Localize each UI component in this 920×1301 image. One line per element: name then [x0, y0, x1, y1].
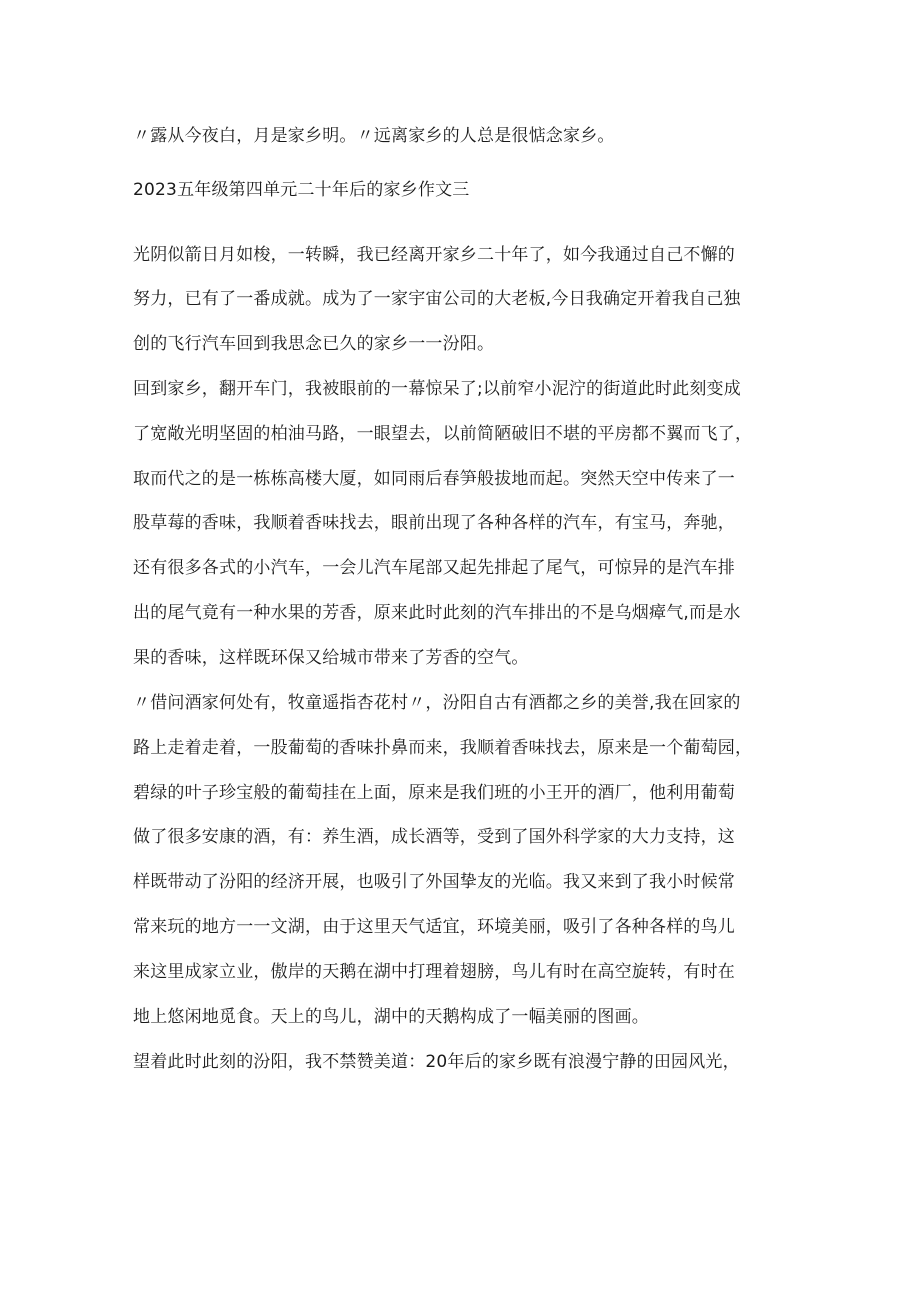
body-line: 还有很多各式的小汽车，一会儿汽车尾部又起先排起了尾气，可惊异的是汽车排 [133, 558, 735, 578]
body-line: 做了很多安康的酒，有：养生酒，成长酒等，受到了国外科学家的大力支持，这 [133, 827, 735, 847]
body-line: 光阴似箭日月如梭，一转瞬，我已经离开家乡二十年了，如今我通过自己不懈的 [133, 245, 735, 265]
body-line: 碧绿的叶子珍宝般的葡萄挂在上面，原来是我们班的小王开的酒厂，他利用葡萄 [133, 783, 735, 803]
body-line: 样既带动了汾阳的经济开展，也吸引了外国挚友的光临。我又来到了我小时候常 [133, 872, 735, 892]
body-line: 取而代之的是一栋栋高楼大厦，如同雨后春笋般拔地而起。突然天空中传来了一 [133, 469, 735, 489]
body-line: 努力，已有了一番成就。成为了一家宇宙公司的大老板,今日我确定开着我自己独 [133, 289, 741, 309]
body-line: 地上悠闲地觅食。天上的鸟儿，湖中的天鹅构成了一幅美丽的图画。 [133, 1007, 649, 1027]
body-line: 路上走着走着，一股葡萄的香味扑鼻而来，我顺着香味找去，原来是一个葡萄园， [133, 738, 753, 758]
body-line: 了宽敞光明坚固的柏油马路，一眼望去，以前简陋破旧不堪的平房都不翼而飞了， [133, 424, 753, 444]
body-line: 股草莓的香味，我顺着香味找去，眼前出现了各种各样的汽车，有宝马，奔驰， [133, 513, 735, 533]
body-line: 常来玩的地方一一文湖，由于这里天气适宜，环境美丽，吸引了各种各样的鸟儿 [133, 917, 735, 937]
body-line: 来这里成家立业，傲岸的天鹅在湖中打理着翅膀，鸟儿有时在高空旋转，有时在 [133, 962, 735, 982]
section-heading: 2023五年级第四单元二十年后的家乡作文三 [133, 180, 470, 200]
body-line: 创的飞行汽车回到我思念已久的家乡一一汾阳。 [133, 334, 495, 354]
body-line: 出的尾气竟有一种水果的芳香，原来此时此刻的汽车排出的不是乌烟瘴气,而是水 [133, 603, 741, 623]
body-line: 〃借问酒家何处有，牧童遥指杏花村〃，汾阳自古有酒都之乡的美誉,我在回家的 [133, 693, 741, 713]
body-line: 回到家乡，翻开车门，我被眼前的一幕惊呆了;以前窄小泥泞的街道此时此刻变成 [133, 379, 741, 399]
body-line: 望着此时此刻的汾阳，我不禁赞美道：20年后的家乡既有浪漫宁静的田园风光， [133, 1052, 740, 1072]
intro-line: 〃露从今夜白，月是家乡明。〃远离家乡的人总是很惦念家乡。 [133, 126, 615, 146]
body-line: 果的香味，这样既环保又给城市带来了芳香的空气。 [133, 648, 529, 668]
